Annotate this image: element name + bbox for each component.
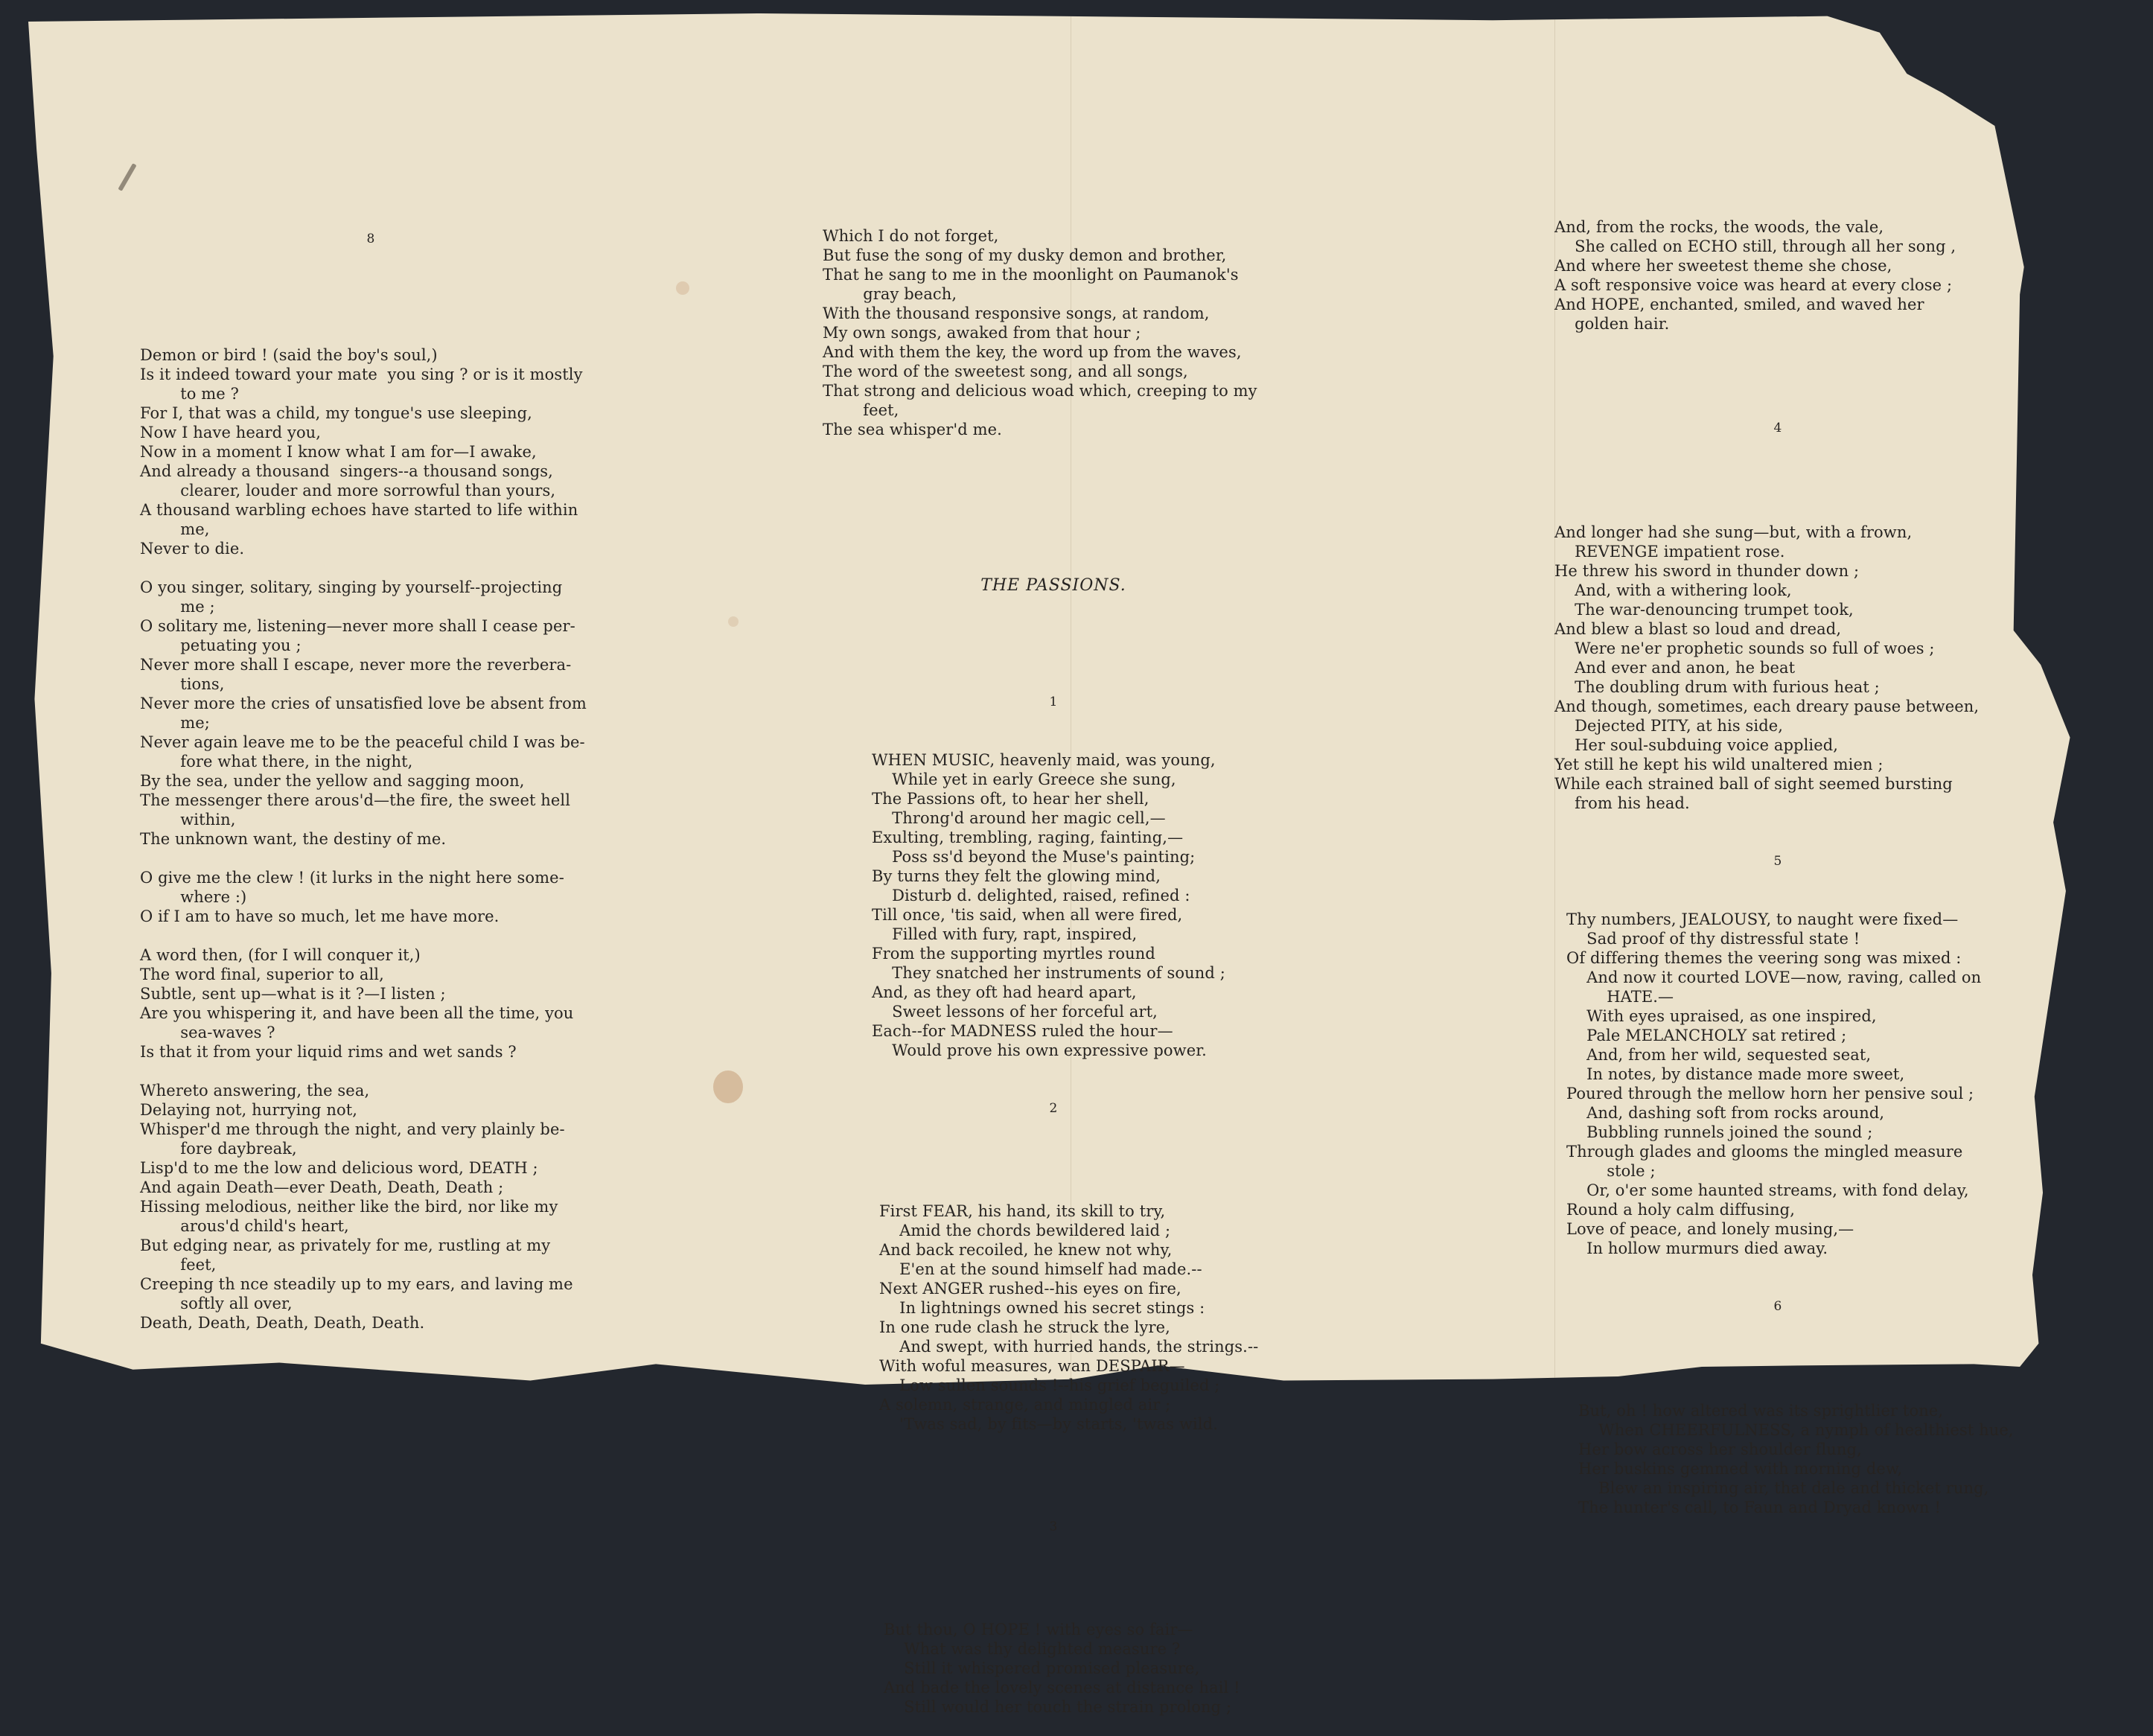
poem-line: And, from the rocks, the woods, the vale, <box>1554 218 1884 236</box>
poem-line: Whereto answering, the sea, <box>140 1082 370 1100</box>
poem-line: Her soul-subduing voice applied, <box>1554 736 1839 754</box>
poem-line: feet, <box>140 1256 217 1274</box>
poem-line: And though, sometimes, each dreary pause between, <box>1554 698 1980 715</box>
poem-line: And, dashing soft from rocks around, <box>1566 1104 1885 1122</box>
poem-line: The unknown want, the destiny of me. <box>140 830 447 848</box>
poem-line: By the sea, under the yellow and sagging moon, <box>140 772 525 790</box>
poem-line: From the supporting myrtles round <box>872 945 1155 963</box>
poem-line: With eyes upraised, as one inspired, <box>1566 1007 1877 1025</box>
poem-line: Still would her touch the strain prolong ; <box>884 1698 1232 1716</box>
poem-line: The word of the sweetest song, and all songs, <box>823 363 1188 380</box>
section-4-stanza <box>1554 523 2001 813</box>
poem-line: They snatched her instruments of sound ; <box>872 964 1225 982</box>
poem-line: Through glades and glooms the mingled measure <box>1566 1143 1963 1161</box>
poem-line: In lightnings owned his secret stings : <box>879 1299 1205 1317</box>
poem-title: THE PASSIONS. <box>980 576 1126 595</box>
poem-line: The hunter's call, to Faun and Dryad known ! <box>1578 1499 1941 1516</box>
poem-line: But, oh ! how altered was its sprightlier tone, <box>1578 1402 1944 1420</box>
poem-line: Sad proof of thy distressful state ! <box>1566 930 1860 948</box>
poem-line: O give me the clew ! (it lurks in the night here some- <box>140 869 564 887</box>
poem-line: Now I have heard you, <box>140 424 322 441</box>
poem-line: In notes, by distance made more sweet, <box>1566 1065 1905 1083</box>
poem-line: When CHEERFULNESS, a nymph of healthiest hue, <box>1578 1421 2014 1439</box>
poem-line: A thousand warbling echoes have started to life within <box>140 501 578 519</box>
poem-line: That he sang to me in the moonlight on Paumanok's <box>823 266 1239 284</box>
poem-line: WHEN MUSIC, heavenly maid, was young, <box>872 751 1216 769</box>
stain-spot <box>728 616 739 627</box>
poem-line: For I, that was a child, my tongue's use sleeping, <box>140 404 532 422</box>
section-number: 2 <box>1049 1101 1058 1116</box>
poem-line: And longer had she sung—but, with a frown, <box>1554 523 1913 541</box>
section-3-stanza <box>823 1620 1284 1717</box>
poem-line: Yet still he kept his wild unaltered mien ; <box>1554 756 1884 773</box>
poem-line: And already a thousand singers--a thousand songs, <box>140 462 553 480</box>
poem-line: feet, <box>823 401 899 419</box>
poem-line: And now it courted LOVE—now, raving, called on <box>1566 968 1982 986</box>
poem-line: HATE.— <box>1566 988 1674 1006</box>
poem-line: My own songs, awaked from that hour ; <box>823 324 1141 342</box>
poem-line: First FEAR, his hand, its skill to try, <box>879 1202 1166 1220</box>
poem-line: me, <box>140 520 210 538</box>
poem-line: Never to die. <box>140 540 245 558</box>
poem-line: But fuse the song of my dusky demon and brother, <box>823 246 1227 264</box>
poem-line: But edging near, as privately for me, rustling at my <box>140 1236 551 1254</box>
poem-line <box>140 849 602 868</box>
stain-spot <box>676 281 689 295</box>
poem-line: Dejected PITY, at his side, <box>1554 717 1784 735</box>
poem-line: And swept, with hurried hands, the strings.-- <box>879 1338 1259 1356</box>
poem-line: gray beach, <box>823 285 957 303</box>
poem-line: In one rude clash he struck the lyre, <box>879 1318 1170 1336</box>
poem-line: tions, <box>140 675 225 693</box>
poem-line: With woful measures, wan DESPAIR— <box>879 1357 1185 1375</box>
poem-line: But thou, O HOPE ! with eyes so fair— <box>884 1621 1193 1638</box>
poem-line: REVENGE impatient rose. <box>1554 543 1785 561</box>
poem-line: Lisp'd to me the low and delicious word, DEATH ; <box>140 1159 538 1177</box>
poem-line: In hollow murmurs died away. <box>1566 1239 1828 1257</box>
poem-line <box>140 926 602 945</box>
poem-line: He threw his sword in thunder down ; <box>1554 562 1860 580</box>
poem-line: E'en at the sound himself had made.-- <box>879 1260 1202 1278</box>
poem-line: Poured through the mellow horn her pensive soul ; <box>1566 1085 1974 1102</box>
poem-line: Still it whispered promised pleasure, <box>884 1659 1200 1677</box>
left-page-column <box>140 191 602 1352</box>
poem-line: Sweet lessons of her forceful art, <box>872 1003 1158 1021</box>
poem-line: Round a holy calm diffusing, <box>1566 1201 1795 1219</box>
poem-line: Which I do not forget, <box>823 227 999 245</box>
poem-line: And again Death—ever Death, Death, Death ; <box>140 1178 504 1196</box>
poem-line: And, as they oft had heard apart, <box>872 983 1137 1001</box>
section-number: 5 <box>1773 854 1782 869</box>
section-2-stanza <box>823 1202 1284 1434</box>
poem-line: The sea whisper'd me. <box>823 421 1002 438</box>
poem-line: Blew an inspiring air, that dale and thicket rung, <box>1578 1479 1989 1497</box>
poem-line: Love of peace, and lonely musing,— <box>1566 1220 1854 1238</box>
poem-line: Is that it from your liquid rims and wet sands ? <box>140 1043 517 1061</box>
poem-line: Creeping th nce steadily up to my ears, and laving me <box>140 1275 573 1293</box>
poem-line: arous'd child's heart, <box>140 1217 349 1235</box>
poem-line: to me ? <box>140 385 239 403</box>
poem-line: Or, o'er some haunted streams, with fond delay, <box>1566 1181 1969 1199</box>
poem-line: While each strained ball of sight seemed bursting <box>1554 775 1953 793</box>
poem-line: And bade the lovely scenes at distance hail ! <box>884 1679 1240 1697</box>
poem-line: Low sullen sounds !--his grief beguiled ; <box>879 1376 1220 1394</box>
poem-line: me ; <box>140 598 215 616</box>
poem-line: Is it indeed toward your mate you sing ? or is it mostly <box>140 366 583 383</box>
poem-line: O you singer, solitary, singing by yourself--projecting <box>140 578 563 596</box>
poem-line: Were ne'er prophetic sounds so full of woes ; <box>1554 639 1935 657</box>
poem-line: 'Twas sad, by fits—by starts, 'twas wild. <box>879 1415 1218 1433</box>
poem-line <box>140 558 602 578</box>
poem-line: fore daybreak, <box>140 1140 297 1158</box>
poem-line: Till once, 'tis said, when all were fired, <box>872 906 1183 924</box>
section-number: 3 <box>1049 1519 1058 1534</box>
poem-line: Each--for MADNESS ruled the hour— <box>872 1022 1173 1040</box>
poem-line: And, from her wild, sequested seat, <box>1566 1046 1872 1064</box>
section-number: 4 <box>1773 421 1782 435</box>
poem-line: Her bow across her shoulder flung, <box>1578 1440 1862 1458</box>
poem-line: Filled with fury, rapt, inspired, <box>872 925 1138 943</box>
poem-line: The doubling drum with furious heat ; <box>1554 678 1880 696</box>
right-page-column <box>1554 179 2014 1536</box>
poem-line: where :) <box>140 888 247 906</box>
poem-line: clearer, louder and more sorrowful than yours, <box>140 482 556 500</box>
section-number: 1 <box>1049 695 1058 709</box>
poem-line: Now in a moment I know what I am for—I awake, <box>140 443 537 461</box>
poem-line: And back recoiled, he knew not why, <box>879 1241 1173 1259</box>
stain-spot <box>713 1070 743 1103</box>
poem-line: By turns they felt the glowing mind, <box>872 867 1161 885</box>
poem-line: What was thy delighted measure ? <box>884 1640 1181 1658</box>
poem-line: O solitary me, listening—never more shall I cease per- <box>140 617 575 635</box>
poem-line: The Passions oft, to hear her shell, <box>872 790 1149 808</box>
poem-line: Thy numbers, JEALOUSY, to naught were fixed— <box>1566 910 1959 928</box>
poem-line: And blew a blast so loud and dread, <box>1554 620 1842 638</box>
poem-line: Her buskins gemmed with morning dew, <box>1578 1460 1903 1478</box>
poem-line: Hissing melodious, neither like the bird, nor like my <box>140 1198 558 1216</box>
poem-line: And where her sweetest theme she chose, <box>1554 257 1892 275</box>
section-6-stanza <box>1554 1401 2014 1517</box>
poem-line: Would prove his own expressive power. <box>872 1041 1207 1059</box>
poem-line: Never more shall I escape, never more the reverbera- <box>140 656 572 674</box>
poem-line: Of differing themes the veering song was mixed : <box>1566 949 1962 967</box>
poem-line: The messenger there arous'd—the fire, the sweet hell <box>140 791 571 809</box>
poem-line: golden hair. <box>1554 315 1670 333</box>
poem-line: softly all over, <box>140 1295 293 1312</box>
poem-line: With the thousand responsive songs, at random, <box>823 304 1210 322</box>
poem-line: Throng'd around her magic cell,— <box>872 809 1166 827</box>
poem-line: A word then, (for I will conquer it,) <box>140 946 421 964</box>
poem-line: Amid the chords bewildered laid ; <box>879 1222 1171 1239</box>
poem-line: Pale MELANCHOLY sat retired ; <box>1566 1027 1847 1044</box>
page-number: 8 <box>366 232 375 246</box>
poem-line: Are you whispering it, and have been all the time, you <box>140 1004 574 1022</box>
section-5-stanza <box>1554 910 2001 1258</box>
poem-line: The word final, superior to all, <box>140 966 384 983</box>
poem-ending <box>823 226 1284 439</box>
poem-line: That strong and delicious woad which, creeping to my <box>823 382 1257 400</box>
poem-line: Never again leave me to be the peaceful child I was be- <box>140 733 585 751</box>
poem-line: While yet in early Greece she sung, <box>872 770 1176 788</box>
section-3-continued <box>1554 217 2001 334</box>
section-number: 6 <box>1773 1299 1782 1314</box>
poem-line: Subtle, sent up—what is it ?—I listen ; <box>140 985 446 1003</box>
poem-line <box>140 1062 602 1081</box>
poem-line: Disturb d. delighted, raised, refined : <box>872 887 1190 904</box>
poem-line: Next ANGER rushed--his eyes on fire, <box>879 1280 1181 1298</box>
poem-line: She called on ECHO still, through all her song , <box>1554 237 1956 255</box>
poem-line: sea-waves ? <box>140 1024 275 1041</box>
poem-line: Bubbling runnels joined the sound ; <box>1566 1123 1873 1141</box>
poem-line: petuating you ; <box>140 636 302 654</box>
section-1-stanza <box>823 750 1284 1060</box>
poem-line: The war-denouncing trumpet took, <box>1554 601 1854 619</box>
poem-line: A solemn, strange, and mingled air ; <box>879 1396 1171 1414</box>
poem-line: And ever and anon, he beat <box>1554 659 1796 677</box>
poem-line: And, with a withering look, <box>1554 581 1792 599</box>
pen-mark <box>118 163 136 191</box>
poem-line: Demon or bird ! (said the boy's soul,) <box>140 346 438 364</box>
poem-line: me; <box>140 714 210 732</box>
poem-line: from his head. <box>1554 794 1690 812</box>
poem-line: A soft responsive voice was heard at every close ; <box>1554 276 1953 294</box>
poem-line: Death, Death, Death, Death, Death. <box>140 1314 425 1332</box>
poem-line: And with them the key, the word up from the waves, <box>823 343 1242 361</box>
poem-line: Delaying not, hurrying not, <box>140 1101 358 1119</box>
poem-line: stole ; <box>1566 1162 1656 1180</box>
middle-page-column <box>823 188 1284 1736</box>
left-page-poem <box>140 345 602 1333</box>
poem-line: And HOPE, enchanted, smiled, and waved her <box>1554 296 1924 313</box>
poem-line: Exulting, trembling, raging, fainting,— <box>872 829 1184 846</box>
poem-line: Poss ss'd beyond the Muse's painting; <box>872 848 1196 866</box>
poem-line: Whisper'd me through the night, and very plainly be- <box>140 1120 565 1138</box>
poem-line: within, <box>140 811 236 829</box>
poem-line: Never more the cries of unsatisfied love be absent from <box>140 695 587 712</box>
poem-line: fore what there, in the night, <box>140 753 413 770</box>
poem-line: O if I am to have so much, let me have more. <box>140 907 500 925</box>
